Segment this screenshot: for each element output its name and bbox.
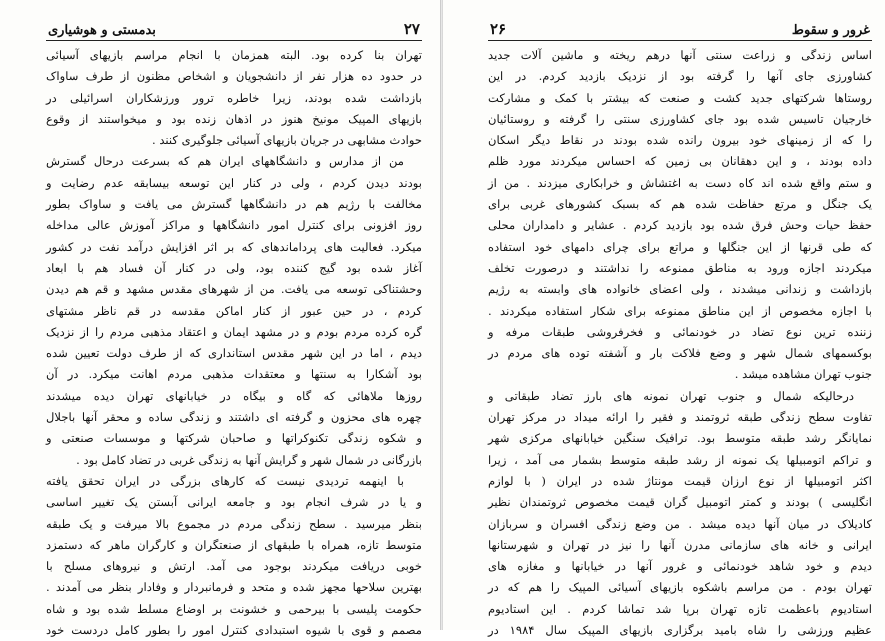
- text-line: روزها ملاهائی که گاه و بیگاه در خیابانهای تهران دیده میشدند: [46, 388, 422, 403]
- text-line: بازیهای المپیک مونیخ هنوز در اذهان زنده بود و میخواستند از وقوع: [46, 111, 422, 126]
- text-line: زننده ترین نوع تضاد در خودنمائی و فخرفروشی طبقات مرفه و: [488, 324, 872, 339]
- text-line: کادیلاک در میان آنها دیده میشد . من وضع زندگی افسران و سربازان: [488, 516, 872, 531]
- text-line: میکرد. فعالیت های پرداماندهای که بر اثر افزایش درآمد نفت در کشور: [46, 239, 422, 254]
- text-line: و تراکم اتومبیلها یک نمونه از رشد طبقه متوسط بشمار می آمد ، زیرا: [488, 452, 872, 467]
- text-line: بهترین سلاحها مجهز شده و متحد و فرمانبردار و وفادار بنظر می آمدند .: [46, 580, 422, 595]
- left-body-text: [46, 45, 422, 641]
- text-line: ایرانی و خانه های سازمانی مدرن آنها را نیز در تهران و شهرستانها: [488, 537, 872, 552]
- text-line: خارجیان تاسیس شده بود جای کشاورزی سنتی را گرفته و روستائیان: [488, 111, 872, 126]
- text-line: وحشتناکی توسعه می یافت. من از شهرهای مقدس مشهد و قم هم دیدن: [46, 282, 422, 297]
- text-line: تهران بنا کرده بود. البته همزمان با انجام مراسم بازیهای آسیائی: [46, 48, 422, 62]
- text-line: بنظر میرسید . سطح زندگی مردم در مجموع بالا میرفت و یک طبقه: [46, 516, 422, 531]
- text-line: داده بودند ، و این دهقانان بی زمین که احساس میکردند مورد ظلم: [488, 154, 872, 169]
- text-line: روستاها شرکتهای جدید کشت و صنعت که بیشتر با کمک و مشارکت: [488, 90, 872, 105]
- text-line: انگلیسی ) بودند و کمتر اتومبیل گران قیمت مخصوص ثروتمندان نظیر: [488, 495, 872, 510]
- text-line: خوبی دریافت میکردند بوجود می آمد. ارتش و نیروهای مسلح با: [46, 559, 422, 574]
- text-line: و یا در شرف انجام بود و جامعه ایرانی آبستن یک تغییر اساسی: [46, 495, 422, 510]
- right-running-title: غرور و سقوط: [791, 23, 870, 38]
- text-line: حفظ حیات وحش فرق شده بود بازدید کردم . عشایر و دامداران محلی: [488, 218, 872, 233]
- text-line: حکومت پلیسی با بیرحمی و خشونت بر اوضاع مسلط شده بود و شاه: [46, 601, 422, 616]
- text-line: چهره های محزون و گرفته ای داشتند و زندگی ساده و محقر آنها باجلال: [46, 410, 422, 425]
- text-line: مصمم و قوی با شیوه استبدادی کنترل امور را بطور کامل دردست خود: [46, 623, 422, 638]
- text-line: بوکسمهای شمال شهر و وضع فلاکت بار و آشفته توده های مردم در: [488, 346, 872, 361]
- text-line: متوسط تازه، همراه با طبقهای از صنعتگران و کارگران ماهر که دستمزد: [46, 537, 422, 552]
- text-line: با اجازه مخصوص از این مناطق ممنوعه برای شکار استفاده میکردند .: [488, 303, 872, 318]
- text-line: حوادث مشابهی در جریان بازیهای آسیائی جلوگیری کنند .: [151, 133, 422, 148]
- text-line: در حدود ده هزار نفر از دانشجویان و اشخاص مظنون از طرف ساواک: [46, 69, 422, 84]
- text-line: یک جنگل و مرتع حفاظت شده هم که بسبک کشورهای غربی برای: [488, 197, 872, 212]
- text-line: کشاورزی جای آنها را گرفته بود از نزدیک بازدید کردم. در این: [488, 69, 872, 84]
- text-line: که طی قرنها از این جنگلها و مراتع برای چرای دامهای خود استفاده: [488, 239, 872, 254]
- right-page-number: ۲۶: [490, 20, 507, 38]
- text-line: اکثر اتومبیلها از نوع ارزان قیمت مونتاژ شده در ایران ( با لوازم: [488, 473, 872, 488]
- left-page-number: ۲۷: [403, 20, 420, 38]
- text-line: عظیم ورزشی را شاه بامید برگزاری بازیهای المپیک سال ۱۹۸۴ در: [488, 623, 873, 638]
- text-line: بود آشکارا به سنتها و معتقدات مذهبی مردم اهانت میکرد. در آن: [46, 367, 422, 382]
- text-line: با اینهمه تردیدی نیست که کارهای بزرگی در ایران تحقق یافته: [46, 473, 404, 488]
- right-running-head: [488, 14, 872, 41]
- text-line: آغاز شده بود گیج کننده بود، ولی در کنار آن فساد هم با ابعاد: [46, 260, 422, 275]
- text-line: بازداشت و زندانی میشدند ، ولی اعضای خانواده های وابسته به رژیم: [488, 282, 872, 297]
- text-line: بودند دیدن کردم ، ولی در کنار این توسعه بیسابقه عدم رضایت و: [46, 175, 422, 190]
- text-line: گره کرده مردم بودم و در مشهد ایمان و اعتقاد مذهبی مردم را از نزدیک: [46, 324, 422, 339]
- text-line: را که از زمینهای خود بیرون رانده شده بودند در نقاط دیگر اسکان: [488, 133, 872, 148]
- text-line: اساس زندگی و زراعت سنتی آنها درهم ریخته و ماشین آلات جدید: [488, 48, 872, 62]
- text-line: و شکوه زندگی تکنوکراتها و صاحبان شرکتها و موسسات صنعتی و: [46, 431, 422, 446]
- text-line: کردم ، در حین عبور از کنار اماکن مقدسه در قم ناظر مشتهای: [46, 303, 422, 318]
- text-line: و ستم واقع شده اند کاه دست به اغتشاش و خرابکاری میزدند . من از: [488, 175, 872, 190]
- text-line: دیدم ، اما در این شهر مقدس استانداری که از طرف دولت تعیین شده: [46, 346, 422, 361]
- text-line: دیدم و خود شاهد خودنمائی و غرور آنها در خیابانها و مغازه های: [488, 559, 872, 574]
- text-line: روز افزونی برای کنترل امور دانشگاهها و مراکز آموزش عالی مداخله: [46, 218, 422, 233]
- text-line: درحالیکه شمال و جنوب تهران نمونه های بارز تضاد طبقاتی و: [488, 388, 854, 403]
- text-line: بازرگانی در شمال شهر و گرایش آنها به زندگی غربی در تضاد کامل بود .: [76, 452, 422, 467]
- text-line: نمایانگر رشد طبقه متوسط بود. ترافیک سنگین خیابانهای مرکزی شهر: [488, 431, 872, 446]
- text-line: تهران بودم . من مراسم باشکوه بازیهای آسیائی المپیک را هم که در: [488, 580, 872, 595]
- left-running-head: [46, 14, 422, 41]
- text-line: تفاوت سطح زندگی طبقه ثروتمند و فقیر را ارائه میداد در مرکز تهران: [488, 410, 872, 425]
- right-page: [488, 14, 872, 641]
- text-line: استادیوم باعظمت تازه تهران برپا شد تماشا کردم . این استادیوم: [488, 601, 872, 616]
- right-body-text: [488, 45, 872, 641]
- text-line: جنوب تهران مشاهده میشد .: [734, 367, 872, 382]
- text-line: مخالفت با رژیم هم در دانشگاهها گسترش می یافت و ساواک بطور: [46, 197, 422, 212]
- book-gutter: [440, 0, 443, 630]
- text-line: میکردند اجازه ورود به مناطق ممنوعه را نداشتند و درصورت تخلف: [488, 260, 872, 275]
- text-line: من از مدارس و دانشگاههای ایران هم که بسرعت درحال گسترش: [46, 154, 404, 169]
- left-running-title: بدمستی و هوشیاری: [48, 23, 156, 38]
- left-page: [46, 14, 422, 641]
- text-line: بازداشت شده بودند، زیرا خاطره ترور ورزشکاران اسرائیلی در: [46, 90, 422, 105]
